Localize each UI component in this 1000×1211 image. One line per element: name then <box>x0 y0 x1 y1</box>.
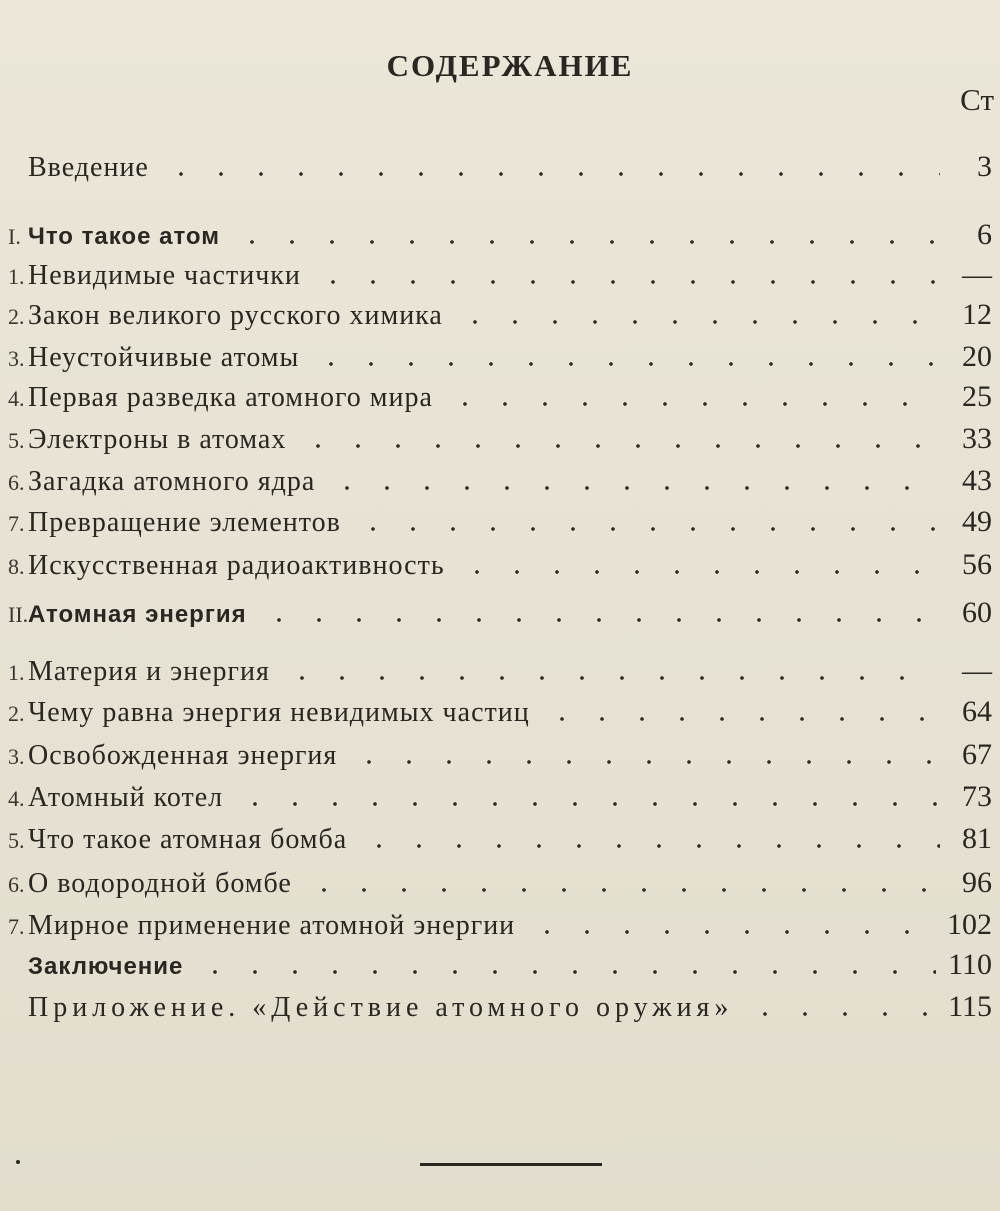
toc-entry-page: 96 <box>962 866 992 899</box>
page-column-header: Ст <box>960 82 994 117</box>
toc-entry-title: Невидимые частички <box>28 260 301 291</box>
toc-entry-title: О водородной бомбе <box>28 868 292 899</box>
toc-entry-page: 12 <box>962 298 992 331</box>
page-title: СОДЕРЖАНИЕ <box>386 48 634 83</box>
toc-entry-number: 2. <box>8 304 25 329</box>
dot-leader <box>455 320 940 324</box>
toc-entry-number: 2. <box>8 701 25 726</box>
toc-entry-title: Загадка атомного ядра <box>28 466 316 497</box>
toc-entry-page: — <box>962 258 992 291</box>
toc-entry <box>8 548 992 584</box>
dot-leader <box>457 570 940 574</box>
toc-entry-number: 6. <box>8 872 25 897</box>
toc-entry <box>8 150 992 186</box>
toc-entry <box>8 340 992 376</box>
toc-entry-page: 110 <box>948 948 992 981</box>
toc-entry <box>8 596 992 632</box>
toc-entry <box>8 422 992 458</box>
toc-entry-page: 115 <box>948 990 992 1023</box>
dot-leader <box>359 844 940 848</box>
toc-entry <box>8 990 992 1026</box>
toc-entry-title: Заключение <box>28 953 184 980</box>
dot-leader <box>327 486 940 490</box>
toc-entry-page: 64 <box>962 695 992 728</box>
toc-entry-number: 3. <box>8 744 25 769</box>
toc-entry <box>8 505 992 541</box>
toc-entry-page: 73 <box>962 780 992 813</box>
toc-entry <box>8 464 992 500</box>
toc-entry-title: Искусственная радиоактивность <box>28 550 445 581</box>
dot-leader <box>282 676 940 680</box>
dot-leader <box>745 1012 936 1016</box>
dot-leader <box>232 240 940 244</box>
dot-leader <box>542 717 940 721</box>
toc-entry-title: Освобожденная энергия <box>28 740 338 771</box>
toc-entry-title: Первая разведка атомного мира <box>28 382 433 413</box>
toc-entry-page: 25 <box>962 380 992 413</box>
toc-entry-title: Электроны в атомах <box>28 424 287 455</box>
dot-leader <box>304 888 940 892</box>
toc-entry <box>8 380 992 416</box>
toc-entry-title: Чему равна энергия невидимых частиц <box>28 697 530 728</box>
dot-leader <box>259 618 940 622</box>
toc-entry <box>8 218 992 254</box>
toc-entry-number: 6. <box>8 470 25 495</box>
toc-entry <box>8 258 992 294</box>
toc-entry <box>8 298 992 334</box>
toc-entry-title: Приложение. «Действие атомного оружия» <box>28 992 734 1023</box>
toc-entry-page: — <box>962 654 992 687</box>
toc-entry-title: Атомный котел <box>28 782 224 813</box>
toc-entry-title: Введение <box>28 152 149 183</box>
toc-entry-page: 6 <box>977 218 992 251</box>
toc-entry-title: Закон великого русского химика <box>28 300 443 331</box>
toc-entry-number: 7. <box>8 511 25 536</box>
toc-entry-title: Превращение элементов <box>28 507 341 538</box>
toc-entry-number: II. <box>8 602 29 627</box>
toc-entry <box>8 866 992 902</box>
toc-entry <box>8 695 992 731</box>
toc-entry-title: Что такое атомная бомба <box>28 824 348 855</box>
dot-leader <box>349 760 940 764</box>
toc-entry <box>8 654 992 690</box>
toc-entry-page: 81 <box>962 822 992 855</box>
toc-entry-page: 67 <box>962 738 992 771</box>
toc-entry <box>8 822 992 858</box>
dot-leader <box>313 280 940 284</box>
toc-entry <box>8 738 992 774</box>
toc-entry-title: Атомная энергия <box>28 601 247 628</box>
dot-leader <box>445 402 940 406</box>
dot-leader <box>311 362 940 366</box>
toc-entry-number: 4. <box>8 786 25 811</box>
dot-leader <box>527 930 935 934</box>
toc-entry-page: 56 <box>962 548 992 581</box>
toc-entry-title: Материя и энергия <box>28 656 270 687</box>
dot-leader <box>195 970 936 974</box>
toc-entry <box>8 780 992 816</box>
toc-entry-title: Что такое атом <box>28 223 220 250</box>
toc-entry-page: 33 <box>962 422 992 455</box>
toc-entry-page: 43 <box>962 464 992 497</box>
toc-entry-page: 3 <box>977 150 992 183</box>
toc-entry-number: 3. <box>8 346 25 371</box>
toc-entry-page: 49 <box>962 505 992 538</box>
toc-entry-page: 102 <box>947 908 992 941</box>
toc-entry-number: 8. <box>8 554 25 579</box>
dot-leader <box>353 527 940 531</box>
toc-entry-page: 60 <box>962 596 992 629</box>
toc-entry <box>8 908 992 944</box>
dot-leader <box>235 802 940 806</box>
toc-entry <box>8 948 992 984</box>
toc-entry-title: Мирное применение атомной энергии <box>28 910 516 941</box>
toc-entry-number: 1. <box>8 660 25 685</box>
toc-entry-number: 1. <box>8 264 25 289</box>
toc-entry-number: 5. <box>8 428 25 453</box>
closing-rule <box>420 1163 602 1166</box>
print-speck <box>16 1160 20 1164</box>
toc-entry-number: 5. <box>8 828 25 853</box>
dot-leader <box>161 172 940 176</box>
toc-entry-title: Неустойчивые атомы <box>28 342 300 373</box>
dot-leader <box>298 444 940 448</box>
toc-entry-number: I. <box>8 224 21 249</box>
toc-entry-page: 20 <box>962 340 992 373</box>
toc-entry-number: 4. <box>8 386 25 411</box>
toc-entry-number: 7. <box>8 914 25 939</box>
